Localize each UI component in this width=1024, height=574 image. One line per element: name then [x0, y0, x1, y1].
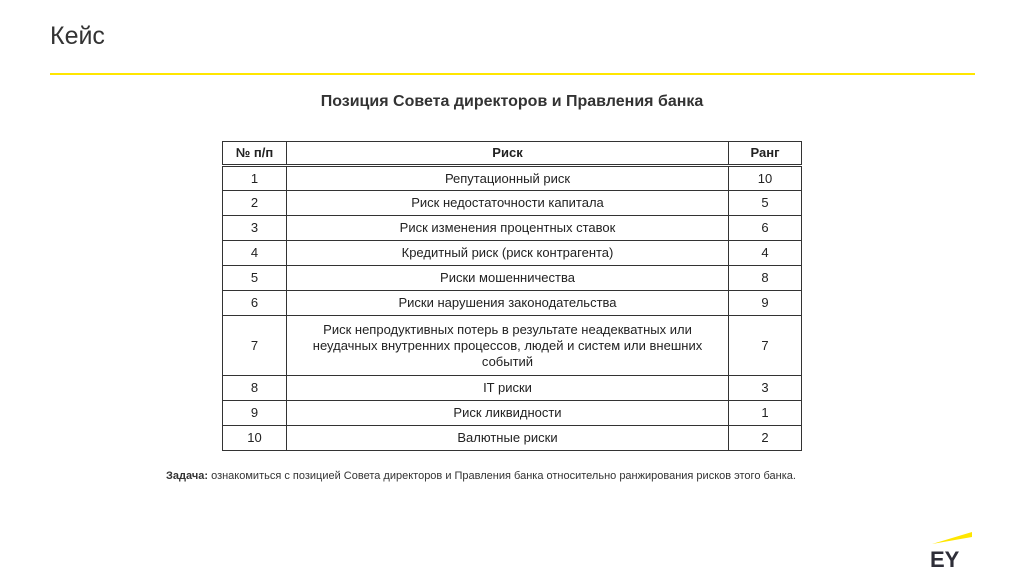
cell-number: 1 — [223, 166, 287, 191]
cell-risk: Риск непродуктивных потерь в результате неадекватных или неудачных внутренних процессов, людей и систем или внешних событий — [287, 316, 729, 376]
cell-rank: 4 — [729, 241, 802, 266]
risk-table — [222, 141, 802, 451]
svg-text:EY: EY — [930, 547, 960, 570]
task-note — [166, 469, 806, 484]
table-row — [223, 426, 802, 451]
cell-number: 9 — [223, 401, 287, 426]
table-row — [223, 401, 802, 426]
cell-risk: Риск ликвидности — [287, 401, 729, 426]
slide-title: Кейс — [50, 22, 105, 50]
cell-number: 6 — [223, 291, 287, 316]
column-header-risk: Риск — [287, 142, 729, 166]
table-row — [223, 166, 802, 191]
cell-rank: 5 — [729, 191, 802, 216]
cell-risk: Кредитный риск (риск контрагента) — [287, 241, 729, 266]
cell-number: 5 — [223, 266, 287, 291]
table-row — [223, 241, 802, 266]
cell-rank: 1 — [729, 401, 802, 426]
table-title: Позиция Совета директоров и Правления банка — [320, 93, 704, 110]
cell-risk: Репутационный риск — [287, 166, 729, 191]
cell-number: 2 — [223, 191, 287, 216]
cell-risk: Валютные риски — [287, 426, 729, 451]
column-header-number: № п/п — [223, 142, 287, 166]
cell-rank: 9 — [729, 291, 802, 316]
cell-risk: Риски нарушения законодательства — [287, 291, 729, 316]
table-row — [223, 376, 802, 401]
title-divider — [50, 73, 975, 75]
cell-rank: 7 — [729, 316, 802, 376]
cell-number: 4 — [223, 241, 287, 266]
table-row — [223, 266, 802, 291]
cell-rank: 8 — [729, 266, 802, 291]
cell-number: 8 — [223, 376, 287, 401]
cell-risk: Риск изменения процентных ставок — [287, 216, 729, 241]
task-text: ознакомиться с позицией Совета директоров и Правления банка относительно ранжирования рисков этого банка. — [208, 470, 796, 482]
cell-number: 7 — [223, 316, 287, 376]
cell-number: 10 — [223, 426, 287, 451]
cell-number: 3 — [223, 216, 287, 241]
table-header — [223, 142, 802, 166]
cell-risk: Риски мошенничества — [287, 266, 729, 291]
cell-rank: 2 — [729, 426, 802, 451]
column-header-rank: Ранг — [729, 142, 802, 166]
ey-logo — [928, 530, 976, 570]
table-row — [223, 291, 802, 316]
table-row — [223, 191, 802, 216]
table-row — [223, 316, 802, 376]
cell-rank: 3 — [729, 376, 802, 401]
cell-risk: IT риски — [287, 376, 729, 401]
table-row — [223, 216, 802, 241]
cell-rank: 6 — [729, 216, 802, 241]
cell-risk: Риск недостаточности капитала — [287, 191, 729, 216]
cell-rank: 10 — [729, 166, 802, 191]
task-label: Задача: — [166, 470, 209, 482]
